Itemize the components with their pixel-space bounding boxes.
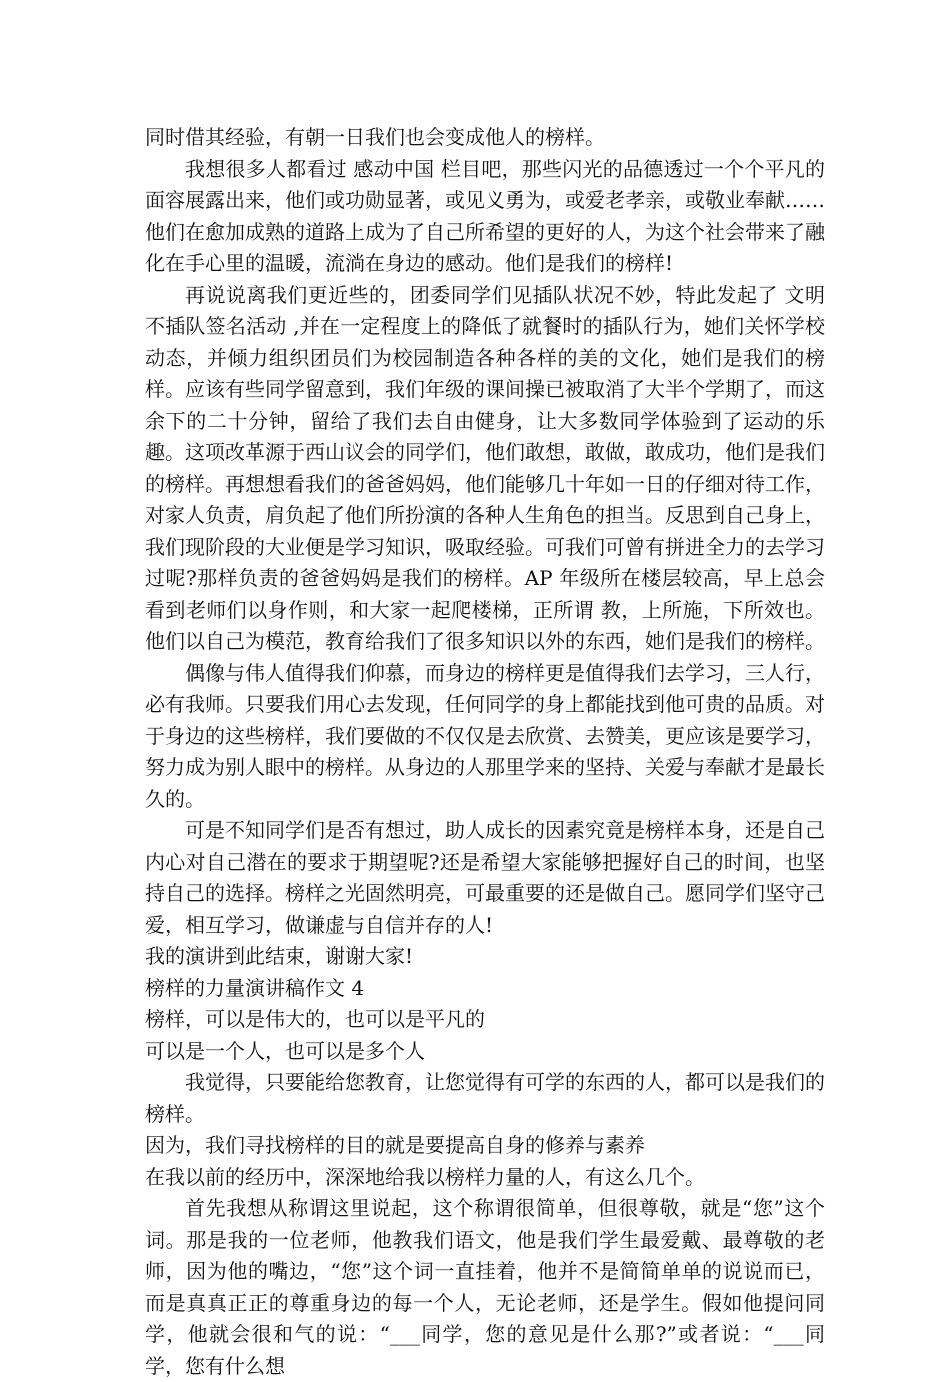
paragraph-purpose: 因为，我们寻找榜样的目的就是要提高自身的修养与素养	[145, 1133, 645, 1157]
paragraph-touching-china: 我想很多人都看过 感动中国 栏目吧，那些闪光的品德透过一个个平凡的面容展露出来，他们或功勋显著，或见义勇为，或爱老孝亲，或敬业奉献……他们在愈加成熟的道路上成为了自己所希望的更好的人，为这个社会带来了融化在手心里的温暖，流淌在身边的感动。他们是我们的榜样!	[145, 156, 825, 275]
paragraph-be-yourself: 可是不知同学们是否有想过，助人成长的因素究竟是榜样本身，还是自己内心对自己潜在的要求于期望呢?还是希望大家能够把握好自己的时间，也坚持自己的选择。榜样之光固然明亮，可最重要的还是做自己。愿同学们坚守己爱，相互学习，做谦虚与自信并存的人!	[145, 818, 825, 937]
paragraph-what-is-role-model: 我觉得，只要能给您教育，让您觉得有可学的东西的人，都可以是我们的榜样。	[145, 1070, 825, 1126]
paragraph-one-or-many: 可以是一个人，也可以是多个人	[145, 1038, 425, 1063]
paragraph-continuation: 同时借其经验，有朝一日我们也会变成他人的榜样。	[145, 125, 605, 149]
section-title: 榜样的力量演讲稿作文 4	[145, 975, 365, 1000]
paragraph-learn-from-others: 偶像与伟人值得我们仰慕，而身边的榜样更是值得我们去学习，三人行，必有我师。只要我们用心去发现，任何同学的身上都能找到他可贵的品质。对于身边的这些榜样，我们要做的不仅仅是去欣赏、去赞美，更应该是要学习，努力成为别人眼中的榜样。从身边的人那里学来的坚持、关爱与奉献才是最长久的。	[145, 660, 825, 811]
closing-line: 我的演讲到此结束，谢谢大家!	[145, 944, 414, 968]
paragraph-experience: 在我以前的经历中，深深地给我以榜样力量的人，有这么几个。	[145, 1164, 705, 1189]
paragraph-teacher-nin: 首先我想从称谓这里说起，这个称谓很简单，但很尊敬，就是“您”这个词。那是我的一位老师，他教我们语文，他是我们学生最爱戴、最尊敬的老师，因为他的嘴边，“您”这个词一直挂着，他并不是简简单单的说说而已，而是真真正正的尊重身边的每一个人，无论老师，还是学生。假如他提问同学，他就会很和气的说：“___同学，您的意见是什么那?”或者说：“___同学，您有什么想	[145, 1196, 825, 1378]
document-page	[145, 122, 825, 1382]
paragraph-nearby-role-models: 再说说离我们更近些的，团委同学们见插队状况不妙，特此发起了 文明不插队签名活动 ,并在一定程度上的降低了就餐时的插队行为，她们关怀学校动态，并倾力组织团员们为校园制造各种各样的美的文化，她们是我们的榜样。应该有些同学留意到，我们年级的课间操已被取消了大半个学期了，而这余下的二十分钟，留给了我们去自由健身，让大多数同学体验到了运动的乐趣。这项改革源于西山议会的同学们，他们敢想，敢做，敢成功，他们是我们的榜样。再想想看我们的爸爸妈妈，他们能够几十年如一日的仔细对待工作，对家人负责，肩负起了他们所扮演的各种人生角色的担当。反思到自己身上，我们现阶段的大业便是学习知识，吸取经验。可我们可曾有拼进全力的去学习过呢?那样负责的爸爸妈妈是我们的榜样。AP 年级所在楼层较高，早上总会看到老师们以身作则，和大家一起爬楼梯，正所谓 教，上所施，下所效也。 他们以自己为模范，教育给我们了很多知识以外的东西，她们是我们的榜样。	[145, 282, 825, 653]
paragraph-great-or-ordinary: 榜样，可以是伟大的，也可以是平凡的	[145, 1007, 485, 1031]
